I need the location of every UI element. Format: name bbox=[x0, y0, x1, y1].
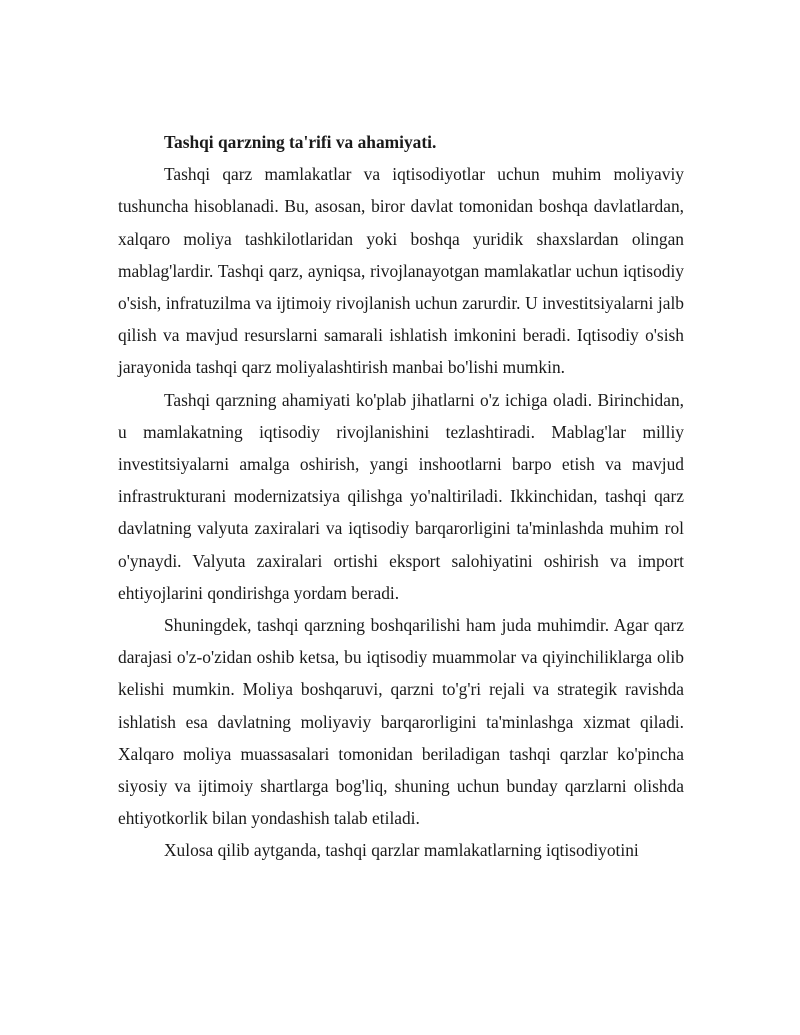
document-page bbox=[118, 126, 684, 867]
paragraph-management: Shuningdek, tashqi qarzning boshqarilishi ham juda muhimdir. Agar qarz darajasi o'z-o'zidan oshib ketsa, bu iqtisodiy muammolar va qiyinchiliklarga olib kelishi mumkin. Moliya boshqaruvi, qarzni to'g'ri rejali va strategik ravishda ishlatish esa davlatning moliyaviy barqarorligini ta'minlashga xizmat qiladi. Xalqaro moliya muassasalari tomonidan beriladigan tashqi qarzlar ko'pincha siyosiy va ijtimoiy shartlarga bog'liq, shuning uchun bunday qarzlarni olishda ehtiyotkorlik bilan yondashish talab etiladi. bbox=[118, 615, 684, 829]
section-heading: Tashqi qarzning ta'rifi va ahamiyati. bbox=[164, 132, 437, 152]
paragraph-definition: Tashqi qarz mamlakatlar va iqtisodiyotlar uchun muhim moliyaviy tushuncha hisoblanadi. Bu, asosan, biror davlat tomonidan boshqa davlatlardan, xalqaro moliya tashkilotlaridan yoki boshqa yuridik shaxslardan olingan mablag'lardir. Tashqi qarz, ayniqsa, rivojlanayotgan mamlakatlar uchun iqtisodiy o'sish, infratuzilma va ijtimoiy rivojlanish uchun zarurdir. U investitsiyalarni jalb qilish va mavjud resurslarni samarali ishlatish imkonini beradi. Iqtisodiy o'sish jarayonida tashqi qarz moliyalashtirish manbai bo'lishi mumkin. bbox=[118, 164, 684, 378]
paragraph-conclusion: Xulosa qilib aytganda, tashqi qarzlar mamlakatlarning iqtisodiyotini bbox=[164, 840, 639, 861]
paragraph-importance: Tashqi qarzning ahamiyati ko'plab jihatlarni o'z ichiga oladi. Birinchidan, u mamlakatning iqtisodiy rivojlanishini tezlashtiradi. Mablag'lar milliy investitsiyalarni amalga oshirish, yangi inshootlarni barpo etish va mavjud infrastrukturani modernizatsiya qilishga yo'naltiriladi. Ikkinchidan, tashqi qarz davlatning valyuta zaxiralari va iqtisodiy barqarorligini ta'minlashda muhim rol o'ynaydi. Valyuta zaxiralari ortishi eksport salohiyatini oshirish va import ehtiyojlarini qondirishga yordam beradi. bbox=[118, 389, 684, 603]
